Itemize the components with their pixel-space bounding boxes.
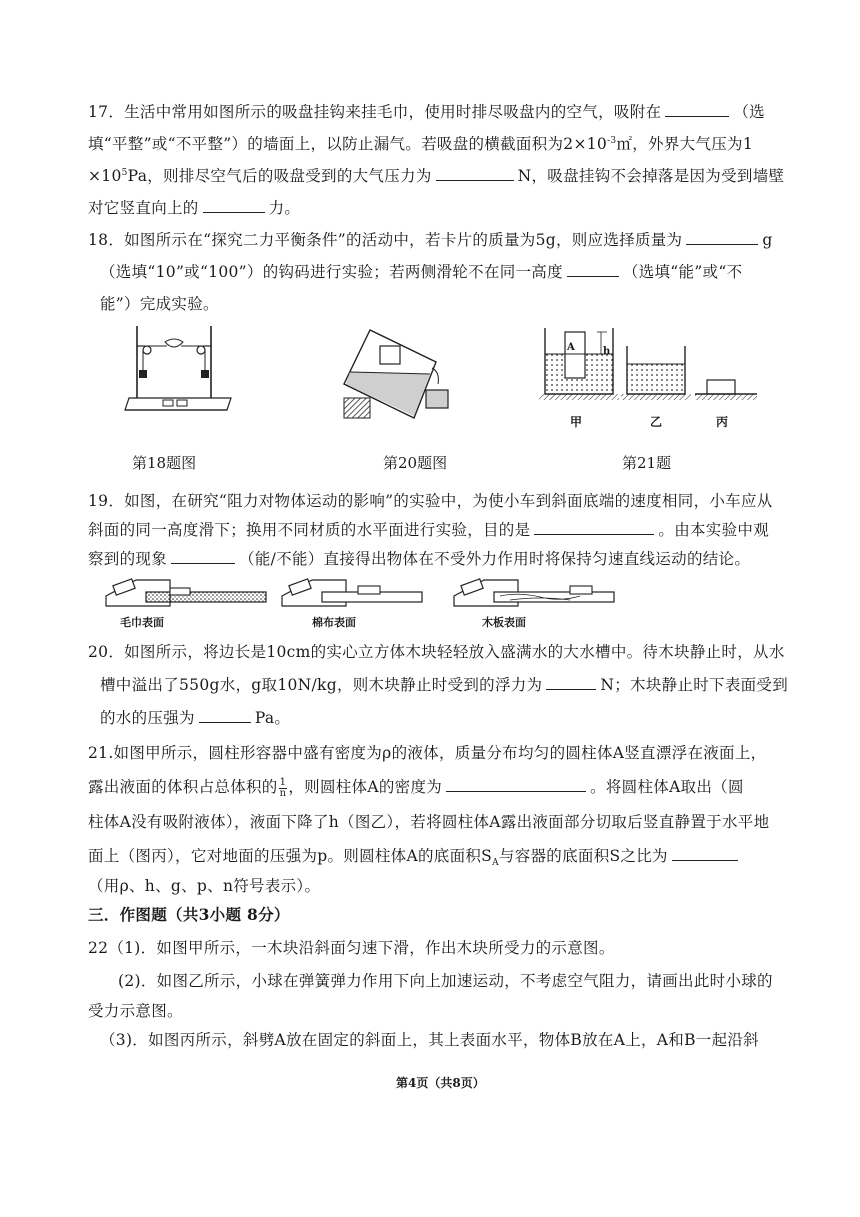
q17-line4 (88, 196, 300, 218)
q17-text: （选 (733, 103, 765, 121)
q17-exponent: -3 (607, 135, 617, 146)
q21-line5 (88, 874, 320, 896)
q17-text: 填“平整”或“不平整”）的墙面上，以防止漏气。若吸盘的横截面积为2×10 (88, 135, 608, 153)
q19-text: 19．如图，在研究“阻力对物体运动的影响”的实验中，为使小车到斜面底端的速度相同，小车应从 (88, 492, 773, 510)
figure-18-balance-apparatus (115, 318, 240, 418)
q18-line3 (100, 292, 219, 314)
q21-line3 (88, 810, 769, 832)
q21-text: 柱体A没有吸附液体），液面下降了h（图乙），若将圆柱体A露出液面部分切取后竖直静置于水平地 (88, 813, 770, 831)
q21-subscript: A (492, 858, 499, 869)
q21-line4 (88, 844, 742, 868)
q17-text: N，吸盘挂钩不会掉落是因为受到墙壁 (517, 167, 785, 185)
q20-line3 (100, 706, 290, 728)
q18-text: （选填“能”或“不 (622, 263, 743, 281)
q20-text: Pa。 (254, 709, 291, 727)
q19-text: （能/不能）直接得出物体在不受外力作用时将保持匀速直线运动的结论。 (239, 550, 751, 568)
figure-21-cylinder-containers (535, 318, 770, 410)
surface-label-cotton: 棉布表面 (312, 616, 356, 629)
q17-text: ×10 (88, 167, 122, 185)
fig21-label-jia: 甲 (570, 415, 583, 429)
fraction-denominator: n (279, 787, 287, 799)
q19-text: 察到的现象 (88, 550, 168, 568)
q19-text: 。由本实验中观 (658, 521, 770, 539)
q18-blank1 (686, 230, 758, 245)
q20-blank2 (199, 708, 251, 723)
q17-line1 (88, 100, 765, 122)
fraction-numerator: 1 (279, 776, 287, 788)
q17-text: Pa，则排尽空气后的吸盘受到的大气压力为 (127, 167, 432, 185)
q19-blank1 (534, 520, 654, 535)
section-3-heading (88, 903, 290, 925)
fig21-label-yi: 乙 (650, 415, 663, 429)
q22-text: (2)．如图乙所示，小球在弹簧弹力作用下向上加速运动，不考虑空气阻力，请画出此时小球的 (118, 972, 773, 990)
figure-20-overflow-tank (340, 322, 470, 422)
q21-blank1 (446, 777, 586, 792)
q22-line1 (88, 936, 615, 958)
section-title: 三．作图题（共3小题 8分） (88, 905, 290, 924)
q22-line2 (118, 969, 773, 991)
q21-fraction (279, 778, 288, 799)
q21-text: （用ρ、h、g、p、n符号表示）。 (88, 877, 321, 895)
fig21-label-a: A (567, 342, 575, 353)
q18-line1 (88, 228, 773, 250)
q21-text: 露出液面的体积占总体积的 (88, 778, 278, 796)
surface-label-wood: 木板表面 (482, 616, 526, 629)
q17-text: ㎡，外界大气压为1 (616, 135, 754, 153)
q17-exponent: 5 (121, 167, 128, 178)
q21-text: 21.如图甲所示，圆柱形容器中盛有密度为ρ的液体，质量分布均匀的圆柱体A竖直漂浮在液面上， (88, 744, 767, 762)
fig21-label-bing: 丙 (716, 415, 729, 429)
q19-line2 (88, 518, 769, 540)
q17-blank3 (203, 198, 265, 213)
q18-text: g (762, 231, 773, 249)
q21-text: 与容器的底面积S之比为 (498, 847, 668, 865)
q21-blank2 (672, 846, 738, 861)
q21-text: ，则圆柱体A的密度为 (288, 778, 443, 796)
q20-line1 (88, 640, 785, 662)
q19-text: 斜面的同一高度滑下；换用不同材质的水平面进行实验，目的是 (88, 521, 531, 539)
q21-line2 (88, 775, 744, 799)
q20-text: 20．如图所示，将边长是10cm的实心立方体木块轻轻放入盛满水的大水槽中。待木块静止时，从水 (88, 643, 785, 661)
q20-line2 (100, 673, 788, 695)
q17-text: 对它竖直向上的 (88, 199, 199, 217)
q21-line1 (88, 741, 766, 763)
q17-text: 17．生活中常用如图所示的吸盘挂钩来挂毛巾，使用时排尽吸盘内的空气，吸附在 (88, 103, 662, 121)
q17-line2 (88, 132, 753, 154)
q20-text: 槽中溢出了550g水，g取10N/kg，则木块静止时受到的浮力为 (100, 676, 543, 694)
q22-text: （3)．如图丙所示，斜劈A放在固定的斜面上，其上表面水平，物体B放在A上，A和B一起沿斜 (100, 1031, 759, 1049)
q22-line4 (100, 1028, 759, 1050)
q18-blank2 (567, 262, 619, 277)
q18-text: （选填“10”或“100”）的钩码进行实验；若两侧滑轮不在同一高度 (100, 263, 563, 281)
q19-line3 (88, 547, 750, 569)
q17-line3 (88, 164, 784, 186)
q19-blank2 (171, 549, 235, 564)
q17-text: 力。 (268, 199, 301, 217)
caption-figure-20: 第20题图 (383, 454, 448, 472)
q22-text: 22（1)．如图甲所示，一木块沿斜面匀速下滑，作出木块所受力的示意图。 (88, 939, 615, 957)
q17-blank2 (436, 166, 514, 181)
page-footer: 第4页（共8页） (396, 1076, 485, 1090)
q17-blank1 (665, 102, 729, 117)
q20-text: 的水的压强为 (100, 709, 195, 727)
q21-text: 。将圆柱体A取出（圆 (590, 778, 744, 796)
q18-text: 能”）完成实验。 (100, 295, 219, 313)
fig21-label-h: h (603, 346, 611, 357)
caption-figure-18: 第18题图 (132, 454, 197, 472)
q22-text: 受力示意图。 (88, 1002, 183, 1020)
q20-text: N；木块静止时下表面受到 (600, 676, 789, 694)
q22-line3 (88, 999, 183, 1021)
q21-text: 面上（图丙），它对地面的压强为p。则圆柱体A的底面积S (88, 847, 493, 865)
caption-figure-21: 第21题 (622, 454, 672, 472)
q20-blank1 (546, 675, 596, 690)
figure-19-ramp-surfaces (100, 574, 640, 614)
q19-line1 (88, 489, 773, 511)
q18-line2 (100, 260, 742, 282)
q18-text: 18．如图所示在“探究二力平衡条件”的活动中，若卡片的质量为5g，则应选择质量为 (88, 231, 683, 249)
surface-label-towel: 毛巾表面 (120, 616, 164, 629)
